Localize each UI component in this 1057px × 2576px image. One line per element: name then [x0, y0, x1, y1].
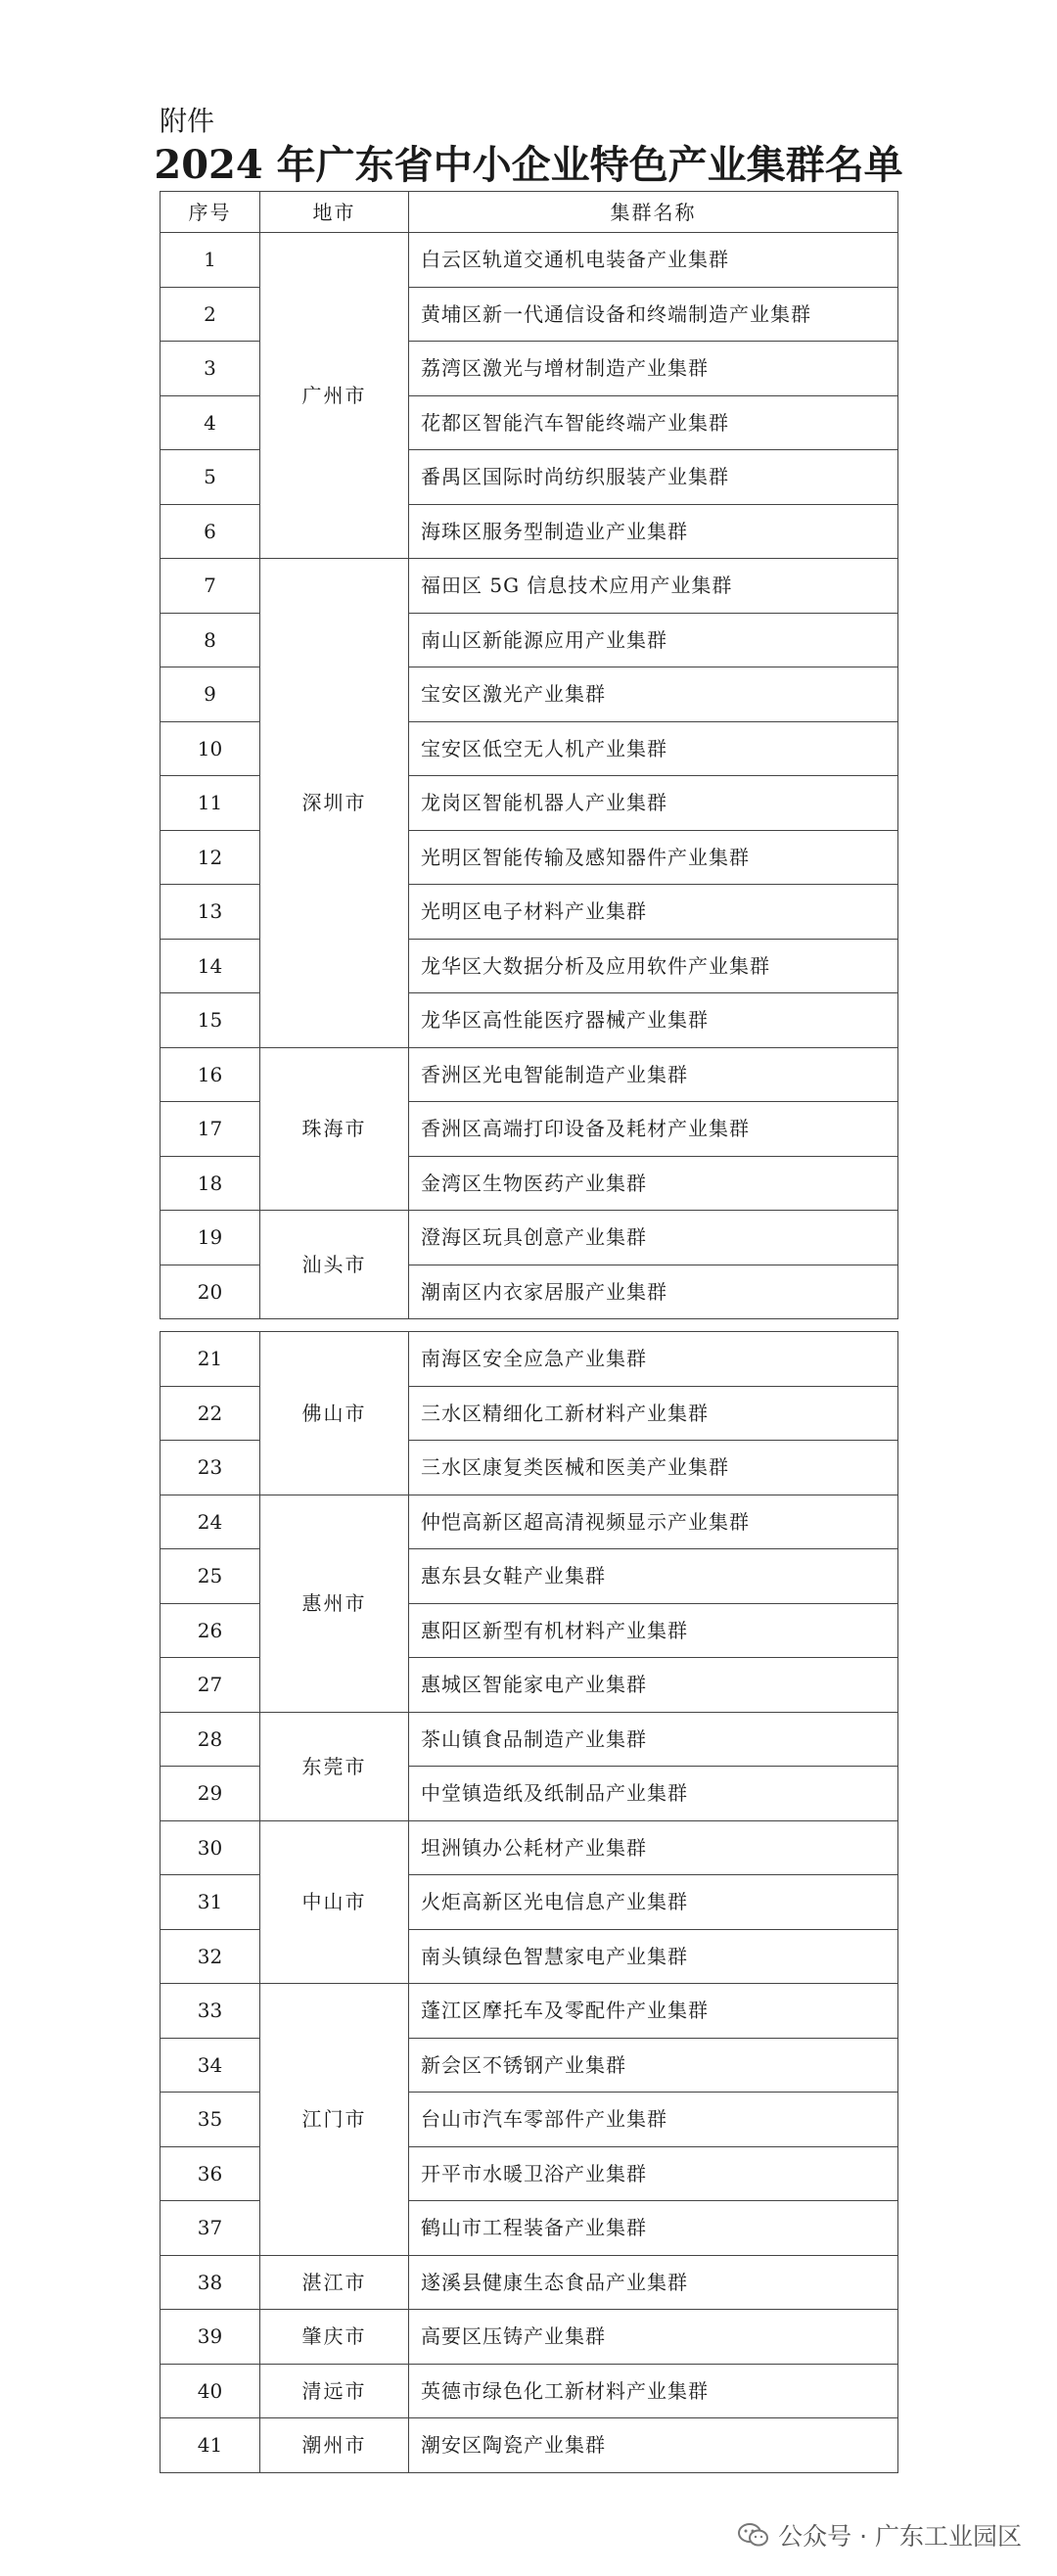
watermark-text: 公众号 · 广东工业园区: [778, 2522, 1022, 2551]
row-number: 28: [161, 1712, 260, 1767]
cluster-name: 惠城区智能家电产业集群: [409, 1658, 898, 1713]
row-number: 29: [161, 1767, 260, 1821]
city-cell: 佛山市: [260, 1332, 409, 1495]
city-cell: 江门市: [260, 1984, 409, 2256]
row-number: 11: [161, 776, 260, 831]
cluster-name: 宝安区低空无人机产业集群: [409, 721, 898, 776]
row-number: 39: [161, 2310, 260, 2365]
table-row: [161, 2364, 898, 2418]
row-number: 36: [161, 2146, 260, 2201]
cluster-name: 福田区 5G 信息技术应用产业集群: [409, 559, 898, 614]
row-number: 40: [161, 2364, 260, 2418]
column-header-number: 序号: [161, 192, 260, 233]
row-number: 18: [161, 1156, 260, 1211]
cluster-name: 黄埔区新一代通信设备和终端制造产业集群: [409, 287, 898, 342]
row-number: 10: [161, 721, 260, 776]
city-cell: 湛江市: [260, 2255, 409, 2310]
row-number: 2: [161, 287, 260, 342]
column-header-cluster-name: 集群名称: [409, 192, 898, 233]
watermark: [737, 2517, 1022, 2553]
cluster-name: 三水区康复类医械和医美产业集群: [409, 1441, 898, 1495]
table-row: [161, 1984, 898, 2039]
city-cell: 广州市: [260, 233, 409, 559]
table-row: [161, 1820, 898, 1875]
city-cell: 东莞市: [260, 1712, 409, 1820]
cluster-name: 龙岗区智能机器人产业集群: [409, 776, 898, 831]
row-number: 20: [161, 1265, 260, 1319]
row-number: 21: [161, 1332, 260, 1387]
row-number: 30: [161, 1820, 260, 1875]
cluster-name: 番禺区国际时尚纺织服装产业集群: [409, 450, 898, 505]
table-row: [161, 1332, 898, 1387]
cluster-name: 坦洲镇办公耗材产业集群: [409, 1820, 898, 1875]
cluster-name: 香洲区光电智能制造产业集群: [409, 1047, 898, 1102]
cluster-name: 澄海区玩具创意产业集群: [409, 1211, 898, 1265]
cluster-table-part-2: [160, 1331, 898, 2473]
cluster-name: 南海区安全应急产业集群: [409, 1332, 898, 1387]
cluster-table-part-1: [160, 191, 898, 1319]
cluster-name: 龙华区大数据分析及应用软件产业集群: [409, 939, 898, 993]
row-number: 34: [161, 2038, 260, 2093]
row-number: 5: [161, 450, 260, 505]
city-cell: 汕头市: [260, 1211, 409, 1319]
row-number: 27: [161, 1658, 260, 1713]
wechat-icon: [737, 2521, 770, 2549]
row-number: 7: [161, 559, 260, 614]
column-header-city: 地市: [260, 192, 409, 233]
table-row: [161, 1712, 898, 1767]
cluster-name: 南山区新能源应用产业集群: [409, 613, 898, 667]
cluster-name: 中堂镇造纸及纸制品产业集群: [409, 1767, 898, 1821]
row-number: 1: [161, 233, 260, 288]
row-number: 41: [161, 2418, 260, 2473]
city-cell: 珠海市: [260, 1047, 409, 1211]
cluster-name: 荔湾区激光与增材制造产业集群: [409, 342, 898, 396]
table-header-row: [161, 192, 898, 233]
row-number: 23: [161, 1441, 260, 1495]
city-cell: 中山市: [260, 1820, 409, 1984]
cluster-name: 光明区智能传输及感知器件产业集群: [409, 830, 898, 885]
cluster-name: 遂溪县健康生态食品产业集群: [409, 2255, 898, 2310]
table-row: [161, 233, 898, 288]
row-number: 35: [161, 2093, 260, 2147]
cluster-name: 火炬高新区光电信息产业集群: [409, 1875, 898, 1930]
row-number: 31: [161, 1875, 260, 1930]
row-number: 12: [161, 830, 260, 885]
cluster-name: 龙华区高性能医疗器械产业集群: [409, 993, 898, 1048]
row-number: 37: [161, 2201, 260, 2256]
row-number: 33: [161, 1984, 260, 2039]
row-number: 15: [161, 993, 260, 1048]
row-number: 4: [161, 395, 260, 450]
table-row: [161, 2418, 898, 2473]
row-number: 22: [161, 1386, 260, 1441]
row-number: 9: [161, 667, 260, 722]
cluster-name: 三水区精细化工新材料产业集群: [409, 1386, 898, 1441]
cluster-name: 金湾区生物医药产业集群: [409, 1156, 898, 1211]
row-number: 13: [161, 885, 260, 940]
row-number: 25: [161, 1549, 260, 1604]
row-number: 32: [161, 1929, 260, 1984]
cluster-name: 开平市水暖卫浴产业集群: [409, 2146, 898, 2201]
cluster-name: 海珠区服务型制造业产业集群: [409, 504, 898, 559]
cluster-name: 茶山镇食品制造产业集群: [409, 1712, 898, 1767]
cluster-name: 宝安区激光产业集群: [409, 667, 898, 722]
row-number: 24: [161, 1495, 260, 1549]
cluster-name: 南头镇绿色智慧家电产业集群: [409, 1929, 898, 1984]
cluster-name: 惠阳区新型有机材料产业集群: [409, 1603, 898, 1658]
table-row: [161, 559, 898, 614]
table-row: [161, 1047, 898, 1102]
cluster-name: 新会区不锈钢产业集群: [409, 2038, 898, 2093]
cluster-name: 光明区电子材料产业集群: [409, 885, 898, 940]
city-cell: 肇庆市: [260, 2310, 409, 2365]
cluster-name: 仲恺高新区超高清视频显示产业集群: [409, 1495, 898, 1549]
row-number: 6: [161, 504, 260, 559]
cluster-name: 潮安区陶瓷产业集群: [409, 2418, 898, 2473]
cluster-name: 蓬江区摩托车及零配件产业集群: [409, 1984, 898, 2039]
cluster-name: 台山市汽车零部件产业集群: [409, 2093, 898, 2147]
city-cell: 惠州市: [260, 1495, 409, 1712]
table-row: [161, 2255, 898, 2310]
cluster-name: 鹤山市工程装备产业集群: [409, 2201, 898, 2256]
cluster-name: 白云区轨道交通机电装备产业集群: [409, 233, 898, 288]
cluster-name: 高要区压铸产业集群: [409, 2310, 898, 2365]
city-cell: 清远市: [260, 2364, 409, 2418]
cluster-name: 香洲区高端打印设备及耗材产业集群: [409, 1102, 898, 1157]
row-number: 26: [161, 1603, 260, 1658]
document-title: 2024 年广东省中小企业特色产业集群名单: [154, 142, 903, 188]
row-number: 3: [161, 342, 260, 396]
annex-label: 附件: [160, 105, 215, 137]
row-number: 19: [161, 1211, 260, 1265]
cluster-name: 惠东县女鞋产业集群: [409, 1549, 898, 1604]
cluster-name: 英德市绿色化工新材料产业集群: [409, 2364, 898, 2418]
city-cell: 深圳市: [260, 559, 409, 1048]
row-number: 38: [161, 2255, 260, 2310]
cluster-name: 潮南区内衣家居服产业集群: [409, 1265, 898, 1319]
city-cell: 潮州市: [260, 2418, 409, 2473]
table-row: [161, 1495, 898, 1549]
table-row: [161, 1211, 898, 1265]
cluster-name: 花都区智能汽车智能终端产业集群: [409, 395, 898, 450]
row-number: 17: [161, 1102, 260, 1157]
row-number: 16: [161, 1047, 260, 1102]
row-number: 8: [161, 613, 260, 667]
row-number: 14: [161, 939, 260, 993]
table-row: [161, 2310, 898, 2365]
